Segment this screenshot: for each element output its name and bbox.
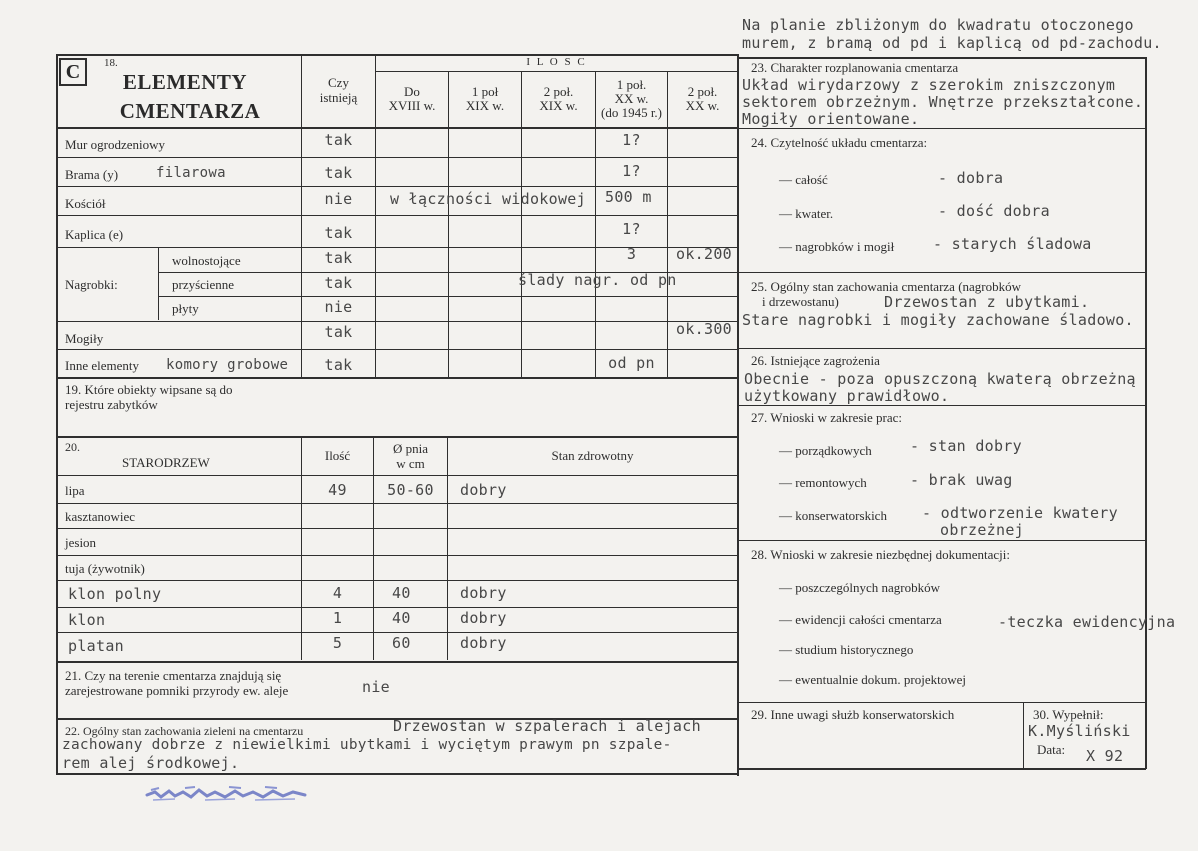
row-nagrobki-label: Nagrobki: (65, 277, 118, 292)
s30-date: X 92 (1086, 747, 1124, 765)
period-1-a: Do (404, 84, 420, 99)
s22-printed: 22. Ogólny stan zachowania zieleni na cmentarzu (65, 724, 304, 738)
row-mogily-p5: ok.300 (676, 320, 732, 338)
top-note-line-2: murem, z bramą od pd i kaplicą od pd-zachodu. (742, 34, 1162, 52)
s24-title: 24. Czytelność układu cmentarza: (751, 135, 928, 150)
s30-name: K.Myśliński (1028, 722, 1131, 740)
row-kosciol-czy: nie (324, 190, 353, 208)
row-kosciol-p4: 500 m (605, 188, 652, 206)
row-inne-czy: tak (324, 356, 353, 374)
period-5-b: XX w. (685, 98, 720, 113)
s20-pnia-header-1: Ø pnia (392, 441, 429, 456)
tree-row-name: kasztanowiec (65, 509, 136, 524)
period-5-a: 2 poł. (687, 84, 718, 99)
section-title-line-2: CMENTARZA (119, 99, 261, 123)
s24-row-value: - starych śladowa (933, 235, 1092, 253)
tree-row-stan: dobry (460, 634, 507, 652)
s25-title-1: 25. Ogólny stan zachowania cmentarza (nagrobków (751, 279, 1022, 294)
period-3-b: XIX w. (539, 98, 578, 113)
row-kosciol-label: Kościół (65, 196, 106, 211)
period-2-a: 1 poł (471, 84, 499, 99)
row-przysc-label: przyścienne (172, 277, 235, 292)
row-kaplica-czy: tak (324, 224, 353, 242)
s24-row-label: — nagrobków i mogił (779, 239, 895, 254)
tree-row-ilosc: 4 (332, 584, 343, 602)
s21-answer: nie (362, 678, 390, 696)
tree-row-stan: dobry (460, 481, 507, 499)
row-kaplica-p4: 1? (622, 220, 641, 238)
tree-row-stan: dobry (460, 584, 507, 602)
period-4-b: XX w. (614, 91, 649, 106)
period-4-c: (do 1945 r.) (600, 105, 663, 120)
ilosc-header: I L O S C (526, 56, 587, 68)
s27-row-value: - stan dobry (910, 437, 1022, 455)
period-3-a: 2 poł. (543, 84, 574, 99)
row-mogily-label: Mogiły (65, 331, 104, 346)
tree-row-name: klon (68, 611, 106, 629)
row-mur-label: Mur ogrodzeniowy (65, 137, 166, 152)
period-1-b: XVIII w. (388, 98, 436, 113)
s20-pnia-header-2: w cm (396, 456, 425, 471)
section-title-line-1: ELEMENTY (122, 70, 248, 94)
row-brama-p4: 1? (622, 162, 641, 180)
s23-typed-1: Układ wirydarzowy z szerokim zniszczonym (742, 76, 1116, 94)
tree-row-name: lipa (65, 483, 85, 498)
row-mur-czy: tak (324, 131, 353, 149)
s27-row-label: — konserwatorskich (779, 508, 887, 523)
s27-row-value-2: obrzeżnej (940, 521, 1024, 539)
tree-row-name: platan (68, 637, 124, 655)
tree-row-pien: 60 (392, 634, 411, 652)
tree-row-stan: dobry (460, 609, 507, 627)
row-inne-p4: od pn (608, 354, 655, 372)
row-plyty-czy: nie (324, 298, 353, 316)
s26-title: 26. Istniejące zagrożenia (751, 353, 880, 368)
s20-ilosc-header: Ilość (324, 448, 351, 463)
s28-row: — ewidencji całości cmentarza (779, 612, 942, 627)
period-2-b: XIX w. (465, 98, 505, 113)
tree-row-name: klon polny (68, 585, 162, 603)
top-note-line-1: Na planie zbliżonym do kwadratu otoczonego (742, 16, 1134, 34)
s24-row-value: - dobra (938, 169, 1004, 187)
s28-title: 28. Wnioski w zakresie niezbędnej dokumentacji: (751, 547, 1010, 562)
row-brama-czy: tak (324, 164, 353, 182)
tree-row-name: jesion (65, 535, 97, 550)
s28-row: — studium historycznego (779, 642, 914, 657)
s21-line-2: zarejestrowane pomniki przyrody ew. aleje (65, 683, 289, 698)
section-letter-box: C (59, 58, 87, 86)
tree-row-pien: 40 (392, 584, 411, 602)
row-inne-label: Inne elementy (65, 358, 139, 373)
period-4-a: 1 poł. (616, 77, 647, 92)
s27-row-value: - brak uwag (910, 471, 1013, 489)
s27-row-value: - odtworzenie kwatery (922, 504, 1118, 522)
tree-row-ilosc: 5 (332, 634, 343, 652)
row-mogily-czy: tak (324, 323, 353, 341)
row-wolno-p4: 3 (626, 245, 637, 263)
czy-header-2: istnieją (319, 90, 358, 105)
s23-typed-2: sektorem obrzeżnym. Wnętrze przekształcone. (742, 93, 1144, 111)
row-plyty-label: płyty (172, 301, 199, 316)
row-przysc-czy: tak (324, 274, 353, 292)
row-wolno-czy: tak (324, 249, 353, 267)
s21-line-1: 21. Czy na terenie cmentarza znajdują się (65, 668, 282, 683)
s23-title: 23. Charakter rozplanowania cmentarza (751, 60, 959, 75)
tree-row-pien: 40 (392, 609, 411, 627)
tree-row-ilosc: 49 (328, 481, 347, 499)
row-mur-p4: 1? (622, 131, 641, 149)
row-kosciol-note: w łączności widokowej (390, 190, 586, 208)
row-brama-typed: filarowa (156, 165, 226, 181)
s29-title: 29. Inne uwagi służb konserwatorskich (751, 707, 955, 722)
s28-typed: -teczka ewidencyjna (998, 613, 1176, 631)
tree-row-name: tuja (żywotnik) (65, 561, 145, 576)
s22-typed-3: rem alej środkowej. (62, 754, 240, 772)
s25-typed-1: Drzewostan z ubytkami. (884, 293, 1090, 311)
s25-typed-2: Stare nagrobki i mogiły zachowane śladowo. (742, 311, 1134, 329)
s24-row-label: — kwater. (779, 206, 834, 221)
s26-typed-1: Obecnie - poza opuszczoną kwaterą obrzeżną (744, 370, 1136, 388)
s25-title-2: i drzewostanu) (762, 294, 839, 309)
row-przysc-note: ślady nagr. od pn (518, 271, 677, 289)
s30-title: 30. Wypełnił: (1033, 707, 1104, 722)
row-kaplica-label: Kaplica (e) (65, 227, 124, 242)
s27-title: 27. Wnioski w zakresie prac: (751, 410, 903, 425)
tree-row-ilosc: 1 (332, 609, 343, 627)
stamp-mark-icon (145, 782, 310, 804)
row-brama-label: Brama (y) (65, 167, 119, 182)
s28-row: — ewentualnie dokum. projektowej (779, 672, 967, 687)
s19-line-1: 19. Które obiekty wipsane są do (65, 382, 233, 397)
s24-row-label: — całość (779, 172, 828, 187)
tree-row-pien: 50-60 (387, 481, 434, 499)
row-wolno-p5: ok.200 (676, 245, 732, 263)
s20-number: 20. (65, 440, 80, 454)
s26-typed-2: użytkowany prawidłowo. (744, 387, 950, 405)
s20-title: STARODRZEW (122, 455, 210, 470)
row-inne-typed: komory grobowe (166, 357, 289, 373)
czy-header-1: Czy (328, 75, 349, 90)
s23-typed-3: Mogiły orientowane. (742, 110, 920, 128)
section-number: 18. (104, 57, 118, 69)
s27-row-label: — porządkowych (779, 443, 872, 458)
s27-row-label: — remontowych (779, 475, 867, 490)
s22-typed-2: zachowany dobrze z niewielkimi ubytkami i wyciętym prawym pn szpale- (62, 737, 672, 753)
s20-stan-header: Stan zdrowotny (551, 448, 634, 463)
row-wolno-label: wolnostojące (172, 253, 241, 268)
s19-line-2: rejestru zabytków (65, 397, 158, 412)
s28-row: — poszczególnych nagrobków (779, 580, 941, 595)
s24-row-value: - dość dobra (938, 202, 1050, 220)
s22-typed-1: Drzewostan w szpalerach i alejach (393, 717, 701, 735)
s30-date-label: Data: (1037, 742, 1066, 757)
